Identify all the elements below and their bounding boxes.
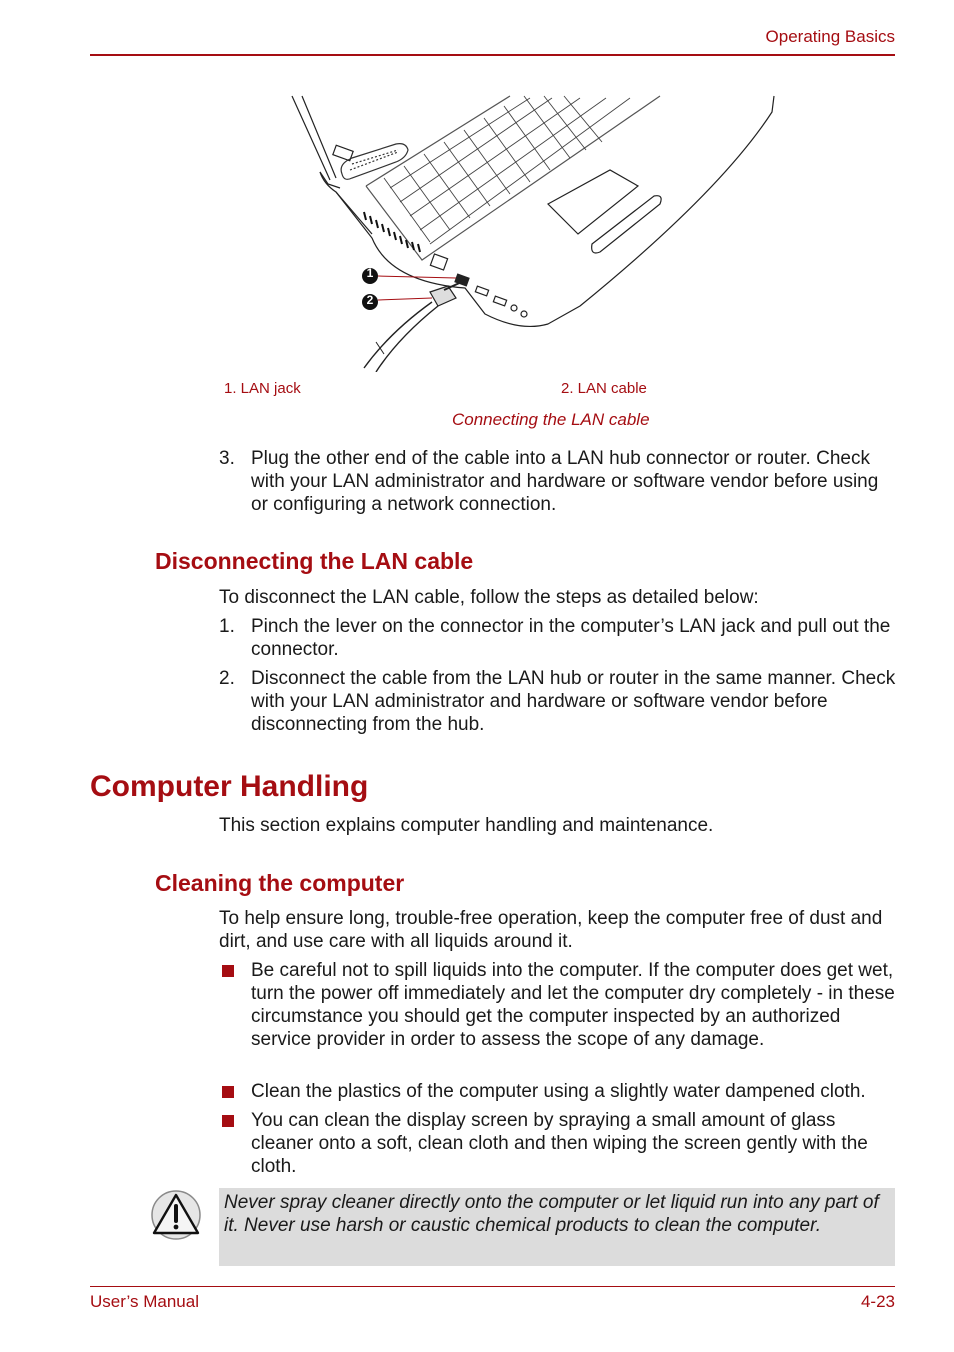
step-text: Disconnect the cable from the LAN hub or router in the same manner. Check with your LAN administrator and hardware or software vendor before disconnecting from the hub. — [251, 668, 896, 735]
header-rule — [90, 54, 895, 56]
callout-2-label: 2 — [366, 293, 374, 307]
laptop-lan-illustration — [280, 92, 800, 372]
section-heading-cleaning: Cleaning the computer — [155, 870, 405, 896]
bullet-square-icon — [222, 1115, 234, 1127]
bullet-square-icon — [222, 1086, 234, 1098]
step-number: 3. — [219, 448, 235, 469]
bullet-text: Be careful not to spill liquids into the computer. If the computer does get wet, turn the power off immediately and let the computer dry completely - in these circumstance you should get the computer inspected by an authorized service provider in order to assess the scope of any damage. — [251, 960, 895, 1050]
footer-manual-title: User’s Manual — [90, 1292, 199, 1311]
figure-caption: Connecting the LAN cable — [452, 410, 650, 429]
legend-lan-jack: 1. LAN jack — [224, 380, 301, 397]
page-number: 4-23 — [860, 1292, 895, 1311]
bullet-text: Clean the plastics of the computer using a slightly water dampened cloth. — [251, 1081, 866, 1102]
running-header: Operating Basics — [765, 27, 895, 46]
step-text: Pinch the lever on the connector in the computer’s LAN jack and pull out the connector. — [251, 616, 891, 660]
warning-triangle-icon — [150, 1189, 202, 1241]
legend-lan-cable: 2. LAN cable — [561, 380, 647, 397]
bullet-square-icon — [222, 965, 234, 977]
footer-rule — [90, 1286, 895, 1287]
callout-1-label: 1 — [366, 266, 374, 280]
caution-text: Never spray cleaner directly onto the computer or let liquid run into any part of it. Never use harsh or caustic chemical products to clean the computer. — [224, 1192, 879, 1236]
step-text: Plug the other end of the cable into a LAN hub connector or router. Check with your LAN administrator and hardware or software vendor before using or configuring a network connection. — [251, 448, 879, 515]
step-number: 1. — [219, 616, 235, 637]
paragraph: To help ensure long, trouble-free operation, keep the computer free of dust and dirt, and use care with all liquids around it. — [219, 908, 883, 952]
paragraph: To disconnect the LAN cable, follow the steps as detailed below: — [219, 587, 759, 608]
bullet-text: You can clean the display screen by spraying a small amount of glass cleaner onto a soft, clean cloth and then wiping the screen gently with the cloth. — [251, 1110, 868, 1177]
section-heading-disconnecting: Disconnecting the LAN cable — [155, 548, 474, 574]
paragraph: This section explains computer handling and maintenance. — [219, 815, 714, 836]
chapter-heading: Computer Handling — [90, 770, 369, 803]
step-number: 2. — [219, 668, 235, 689]
